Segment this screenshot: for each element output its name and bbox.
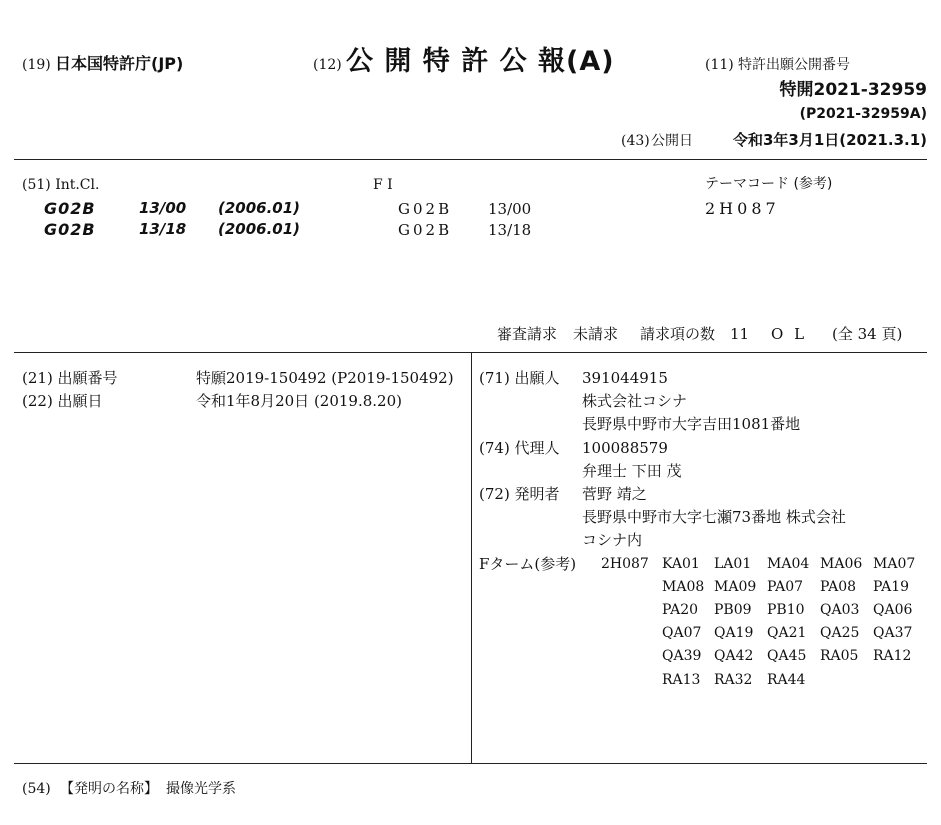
fterm-code: RA13	[662, 672, 701, 688]
fterm-theme: 2H087	[601, 556, 649, 572]
fterm-code: KA01	[662, 556, 700, 572]
fterm-code: RA32	[714, 672, 753, 688]
claims-count: 11	[730, 325, 750, 343]
application-number: 特願2019-150492 (P2019-150492)	[196, 369, 454, 387]
applicant-id: 391044915	[582, 369, 668, 387]
fterm-label: Fターム(参考)	[479, 555, 577, 573]
ipc-version: (2006.01)	[218, 199, 301, 217]
fterm-code: QA03	[820, 602, 860, 618]
fi-group: 13/00	[488, 200, 532, 218]
inventor-address: コシナ内	[582, 531, 643, 549]
page-count: (全 34 頁)	[832, 325, 903, 343]
pubdate-label: 公開日	[651, 133, 693, 149]
filing-date: 令和1年8月20日 (2019.8.20)	[196, 392, 402, 410]
publication-number-alt: (P2021-32959A)	[799, 106, 927, 122]
fi-class: G02B	[398, 221, 453, 239]
fterm-code: QA19	[714, 625, 754, 641]
invention-title: 撮像光学系	[166, 781, 236, 797]
kind-code: (12)	[313, 57, 342, 73]
ipc-group: 13/00	[139, 199, 187, 217]
theme-code: 2H087	[705, 199, 780, 218]
exam-label: 審査請求	[497, 325, 558, 343]
intcl-label: (51) Int.Cl.	[22, 177, 100, 193]
fterm-code: MA04	[767, 556, 810, 572]
ipc-group: 13/18	[139, 220, 187, 238]
fterm-code: RA05	[820, 648, 859, 664]
pubnum-label: 特許出願公開番号	[738, 57, 850, 73]
ol-mark: O L	[771, 325, 808, 343]
fterm-code: PA07	[767, 579, 804, 595]
theme-code-label: テーマコード (参考)	[705, 176, 833, 192]
title-label: 【発明の名称】	[60, 781, 158, 797]
fi-group: 13/18	[488, 221, 532, 239]
fterm-code: QA37	[873, 625, 913, 641]
ipc-class: G02B	[44, 199, 96, 218]
inventor-name: 菅野 靖之	[582, 485, 647, 503]
fi-class: G02B	[398, 200, 453, 218]
fterm-code: MA07	[873, 556, 916, 572]
country-code: (19)	[22, 57, 51, 73]
fterm-code: QA06	[873, 602, 913, 618]
fterm-code: QA39	[662, 648, 702, 664]
fterm-code: PB09	[714, 602, 752, 618]
applicant-address: 長野県中野市大字吉田1081番地	[582, 415, 801, 433]
fterm-code: MA09	[714, 579, 757, 595]
publication-date: 令和3年3月1日(2021.3.1)	[732, 131, 927, 149]
applicant-label: (71) 出願人	[479, 369, 560, 387]
fterm-code: PA19	[873, 579, 910, 595]
fterm-code: QA07	[662, 625, 702, 641]
exam-status: 未請求	[573, 325, 619, 343]
fterm-code: RA44	[767, 672, 806, 688]
fterm-code: LA01	[714, 556, 752, 572]
fterm-code: MA06	[820, 556, 863, 572]
title-code: (54)	[22, 781, 51, 797]
column-divider	[471, 352, 472, 763]
footer-divider	[14, 763, 927, 764]
inventor-label: (72) 発明者	[479, 485, 560, 503]
header-divider	[14, 159, 927, 160]
agent-label: (74) 代理人	[479, 439, 560, 457]
fterm-code: PB10	[767, 602, 805, 618]
pubnum-code: (11)	[705, 57, 734, 73]
agent-name: 弁理士 下田 茂	[582, 462, 682, 480]
fterm-code: PA08	[820, 579, 857, 595]
fterm-code: MA08	[662, 579, 705, 595]
inventor-address: 長野県中野市大字七瀬73番地 株式会社	[582, 508, 846, 526]
patent-office: 日本国特許庁(JP)	[55, 54, 184, 73]
fi-label: F I	[373, 177, 393, 193]
claims-label: 請求項の数	[640, 325, 716, 343]
ipc-version: (2006.01)	[218, 220, 301, 238]
fterm-code: QA45	[767, 648, 807, 664]
pubdate-code: (43)	[621, 133, 650, 149]
publication-number: 特開2021-32959	[779, 80, 927, 100]
fterm-code: QA42	[714, 648, 754, 664]
fterm-code: QA25	[820, 625, 860, 641]
agent-id: 100088579	[582, 439, 668, 457]
filing-label: (22) 出願日	[22, 392, 103, 410]
document-title: 公 開 特 許 公 報(A)	[346, 46, 615, 77]
fterm-code: PA20	[662, 602, 699, 618]
ipc-class: G02B	[44, 220, 96, 239]
fterm-code: RA12	[873, 648, 912, 664]
appno-label: (21) 出願番号	[22, 369, 118, 387]
fterm-code: QA21	[767, 625, 807, 641]
applicant-name: 株式会社コシナ	[582, 392, 688, 410]
